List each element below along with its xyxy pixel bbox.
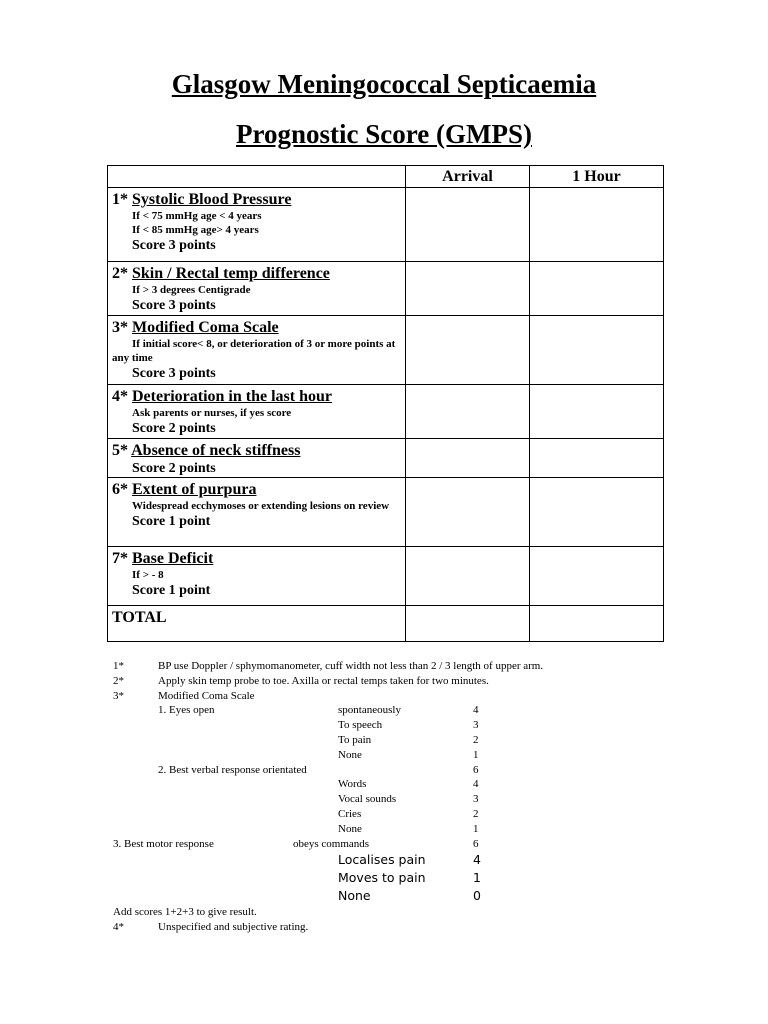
arrival-total-cell	[406, 606, 530, 642]
criterion-row	[108, 385, 664, 439]
criterion-content	[108, 188, 405, 254]
criterion-number: 4*	[112, 388, 128, 405]
criterion-score: Score 1 point	[132, 514, 211, 529]
note-2-text: Apply skin temp probe to toe. Axilla or rectal temps taken for two minutes.	[158, 674, 489, 687]
criterion-name: Skin / Rectal temp difference	[132, 265, 330, 282]
criterion-content	[108, 316, 405, 382]
criterion-name: Base Deficit	[132, 550, 214, 567]
one-hour-score-cell	[530, 547, 664, 606]
coma-score: 1	[473, 748, 479, 761]
criterion-title	[112, 264, 401, 283]
motor-response-label: 3. Best motor response	[113, 837, 214, 850]
criterion-score: Score 2 points	[132, 421, 216, 436]
arrival-score-cell	[406, 439, 530, 478]
coma-scale-row	[113, 822, 673, 837]
motor-response-first: obeys commands	[293, 837, 370, 850]
table-header-row	[108, 166, 664, 188]
criterion-condition: Ask parents or nurses, if yes score	[132, 407, 292, 419]
criterion-row	[108, 188, 664, 262]
criterion-row	[108, 262, 664, 316]
arrival-score-cell	[406, 547, 530, 606]
coma-score: 2	[473, 807, 479, 820]
note-4	[113, 920, 673, 935]
document-title-line2: Prognostic Score (GMPS)	[236, 119, 532, 149]
motor-score: 4	[473, 852, 481, 868]
coma-scale-row	[113, 733, 673, 748]
criterion-content	[108, 385, 405, 437]
criterion-condition: If > - 8	[132, 569, 164, 581]
criterion-name: Deterioration in the last hour	[132, 388, 332, 405]
note-1-text: BP use Doppler / sphymomanometer, cuff width not less than 2 / 3 length of upper arm.	[158, 660, 544, 672]
coma-scale-row	[113, 792, 673, 807]
document-title-line1: Glasgow Meningococcal Septicaemia	[171, 69, 597, 99]
criterion-cell	[108, 439, 406, 478]
criterion-number: 1*	[112, 191, 128, 208]
motor-response: Moves to pain	[338, 870, 426, 886]
criterion-title	[112, 190, 401, 209]
coma-score: 3	[473, 793, 479, 806]
coma-scale-list	[113, 703, 673, 836]
criterion-name: Extent of purpura	[132, 481, 257, 498]
add-scores-text: Add scores 1+2+3 to give result.	[113, 906, 257, 919]
motor-response-row	[113, 837, 673, 852]
coma-scale-row	[113, 718, 673, 733]
criterion-score: Score 3 points	[132, 298, 216, 313]
criterion-row	[108, 478, 664, 547]
coma-score: 4	[473, 778, 479, 791]
footnotes	[113, 659, 673, 935]
coma-scale-row	[113, 807, 673, 822]
motor-score: 0	[473, 888, 481, 904]
criterion-cell	[108, 385, 406, 439]
total-cell	[108, 606, 406, 642]
criterion-cell	[108, 262, 406, 316]
one-hour-total-cell	[530, 606, 664, 642]
coma-response: To pain	[338, 733, 372, 746]
header-arrival: Arrival	[406, 166, 530, 188]
one-hour-score-cell	[530, 262, 664, 316]
criterion-name: Modified Coma Scale	[132, 319, 279, 336]
note-2	[113, 674, 673, 689]
criterion-score: Score 3 points	[132, 366, 216, 381]
criterion-content	[108, 262, 405, 314]
coma-response: Vocal sounds	[338, 793, 397, 806]
one-hour-score-cell	[530, 316, 664, 385]
one-hour-score-cell	[530, 385, 664, 439]
total-label: TOTAL	[112, 609, 167, 626]
coma-score: 4	[473, 704, 479, 717]
coma-response: None	[338, 822, 362, 835]
one-hour-score-cell	[530, 439, 664, 478]
coma-scale-row	[113, 703, 673, 718]
total-row	[108, 606, 664, 642]
note-3-text: Modified Coma Scale	[158, 689, 255, 702]
coma-score: 1	[473, 822, 479, 835]
header-1-hour: 1 Hour	[530, 166, 664, 188]
criterion-row	[108, 316, 664, 385]
coma-response: Words	[338, 778, 367, 791]
criterion-condition: If > 3 degrees Centigrade	[132, 284, 251, 296]
criterion-number: 3*	[112, 319, 128, 336]
arrival-score-cell	[406, 316, 530, 385]
coma-item: 1. Eyes open	[158, 704, 215, 717]
criterion-title	[112, 441, 401, 460]
motor-response: Localises pain	[338, 852, 426, 868]
gmps-score-table	[107, 165, 664, 642]
motor-score: 1	[473, 870, 481, 886]
arrival-score-cell	[406, 188, 530, 262]
criterion-title	[112, 318, 401, 337]
motor-response-row	[113, 869, 673, 887]
motor-response-row	[113, 887, 673, 905]
coma-response: To speech	[338, 719, 383, 732]
coma-score: 2	[473, 733, 479, 746]
criterion-condition: If initial score< 8, or deterioration of 3 or more points at any time	[112, 338, 396, 364]
arrival-score-cell	[406, 262, 530, 316]
add-scores-note	[113, 905, 673, 920]
motor-response: None	[338, 888, 371, 904]
note-4-num: 4*	[113, 921, 124, 934]
criterion-cell	[108, 547, 406, 606]
criterion-number: 2*	[112, 265, 128, 282]
criterion-cell	[108, 478, 406, 547]
motor-response-list	[113, 851, 673, 905]
criterion-condition: Widespread ecchymoses or extending lesions on review	[132, 500, 390, 512]
criterion-content	[108, 547, 405, 599]
criterion-content	[108, 439, 405, 477]
criterion-score: Score 1 point	[132, 583, 211, 598]
coma-scale-row	[113, 748, 673, 763]
criterion-score: Score 2 points	[132, 461, 216, 476]
coma-response: spontaneously	[338, 704, 401, 717]
criterion-cell	[108, 188, 406, 262]
criterion-row	[108, 439, 664, 478]
motor-response-row	[113, 851, 673, 869]
coma-item: 2. Best verbal response orientated	[158, 763, 307, 776]
note-4-text: Unspecified and subjective rating.	[158, 921, 309, 934]
criterion-title	[112, 549, 401, 568]
note-3-num: 3*	[113, 689, 124, 702]
one-hour-score-cell	[530, 188, 664, 262]
criterion-content	[108, 478, 405, 530]
criterion-condition: If < 75 mmHg age < 4 years	[132, 210, 262, 222]
header-criteria	[108, 166, 406, 188]
criterion-condition: If < 85 mmHg age> 4 years	[132, 224, 259, 236]
arrival-score-cell	[406, 478, 530, 547]
criterion-row	[108, 547, 664, 606]
criterion-number: 6*	[112, 481, 128, 498]
coma-score: 6	[473, 763, 479, 776]
criterion-name: Systolic Blood Pressure	[132, 191, 292, 208]
criterion-number: 7*	[112, 550, 128, 567]
coma-response: Cries	[338, 807, 362, 820]
coma-score: 3	[473, 719, 479, 732]
criterion-title	[112, 480, 401, 499]
coma-response: None	[338, 748, 362, 761]
criterion-name: Absence of neck stiffness	[131, 442, 301, 459]
criterion-score: Score 3 points	[132, 238, 216, 253]
criterion-number: 5*	[112, 442, 128, 459]
coma-scale-row	[113, 777, 673, 792]
motor-response-first-score: 6	[473, 837, 479, 850]
note-1-num: 1*	[113, 660, 124, 672]
one-hour-score-cell	[530, 478, 664, 547]
coma-scale-row	[113, 763, 673, 778]
note-1	[113, 659, 673, 674]
criterion-title	[112, 387, 401, 406]
note-2-num: 2*	[113, 674, 124, 687]
criterion-cell	[108, 316, 406, 385]
arrival-score-cell	[406, 385, 530, 439]
note-3	[113, 689, 673, 704]
